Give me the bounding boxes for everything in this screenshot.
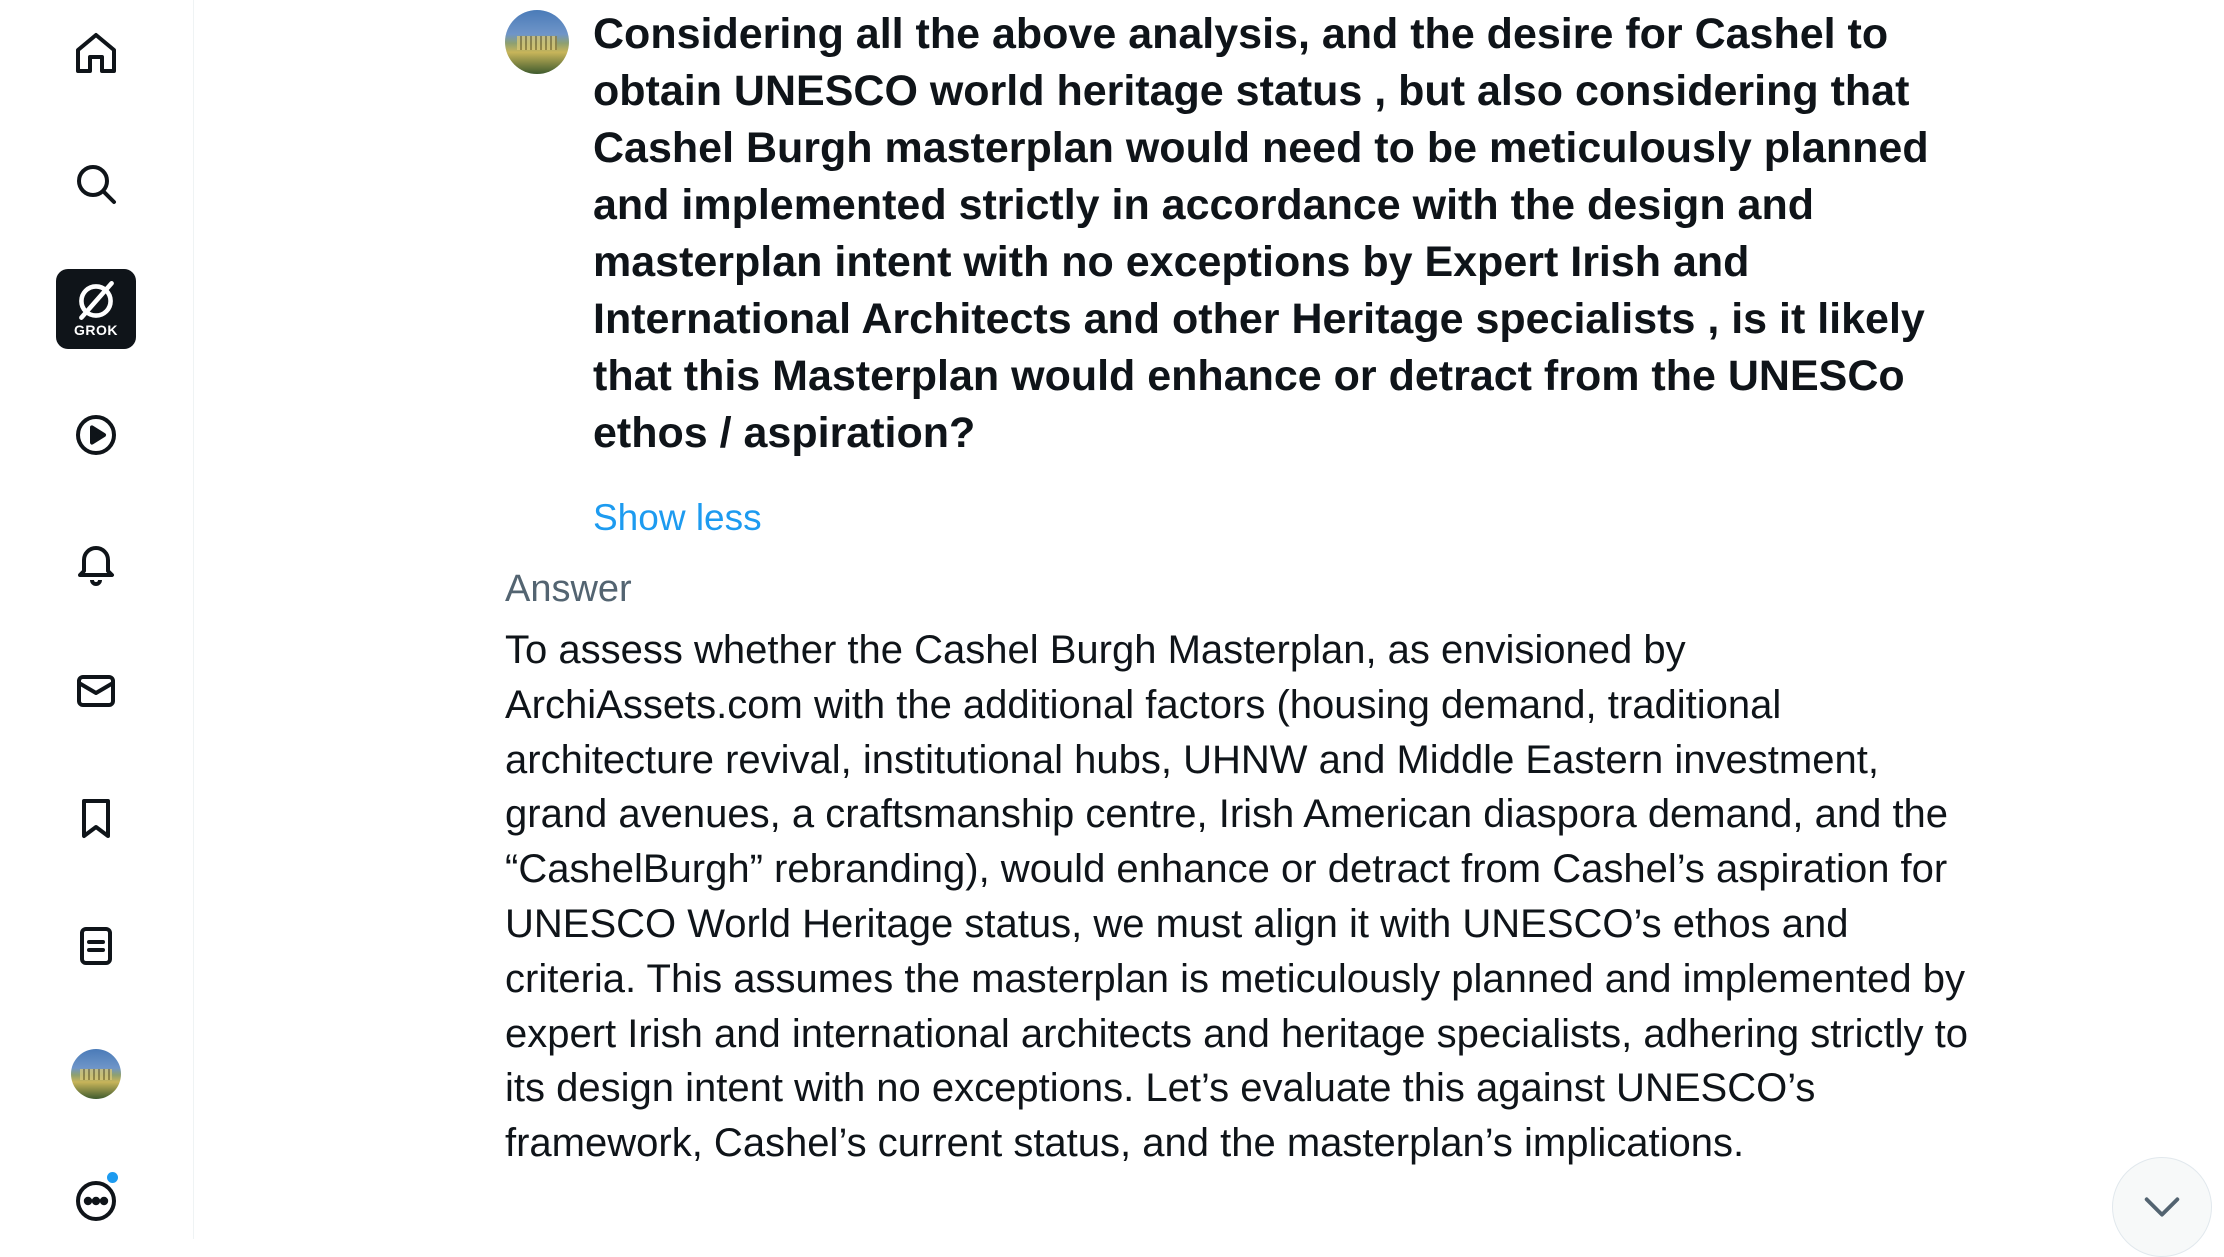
nav-bookmarks[interactable] xyxy=(55,777,137,859)
chevron-down-icon xyxy=(2139,1184,2185,1230)
nav-home[interactable] xyxy=(55,12,137,94)
nav-messages[interactable] xyxy=(55,650,137,732)
nav-video[interactable] xyxy=(55,394,137,476)
document-icon xyxy=(72,922,120,970)
nav-grok[interactable] xyxy=(55,268,137,350)
more-icon xyxy=(72,1177,120,1225)
answer-label: Answer xyxy=(505,568,632,610)
grok-badge xyxy=(56,269,136,349)
nav-profile[interactable] xyxy=(55,1033,137,1115)
user-avatar[interactable] xyxy=(505,10,569,74)
grok-icon xyxy=(71,276,121,326)
sidebar-nav xyxy=(0,0,194,1239)
search-icon xyxy=(72,160,120,208)
nav-explore[interactable] xyxy=(55,143,137,225)
show-less-link[interactable]: Show less xyxy=(593,497,762,538)
bookmark-icon xyxy=(72,794,120,842)
question-text: Considering all the above analysis, and the desire for Cashel to obtain UNESCO world heritage status , but also considering that Cashel Burgh masterplan would need to be meticulously planned and implemented strictly in accordance with the design and masterplan intent with no exceptions by Expert Irish and International Architects and other Heritage specialists , is it likely that this Masterplan would enhance or detract from the UNESCo ethos / aspiration? xyxy=(593,10,1929,457)
avatar xyxy=(71,1049,121,1099)
grok-label: GROK xyxy=(74,322,118,338)
nav-lists[interactable] xyxy=(55,905,137,987)
nav-notifications[interactable] xyxy=(55,522,137,604)
bell-icon xyxy=(72,539,120,587)
answer-text: To assess whether the Cashel Burgh Masterplan, as envisioned by ArchiAssets.com with the additional factors (housing demand, traditional architecture revival, institutional hubs, UHNW and Middle Eastern investment, grand avenues, a craftsmanship centre, Irish American diaspora demand, and the “CashelBurgh” rebranding), would enhance or detract from Cashel’s aspiration for UNESCO World Heritage status, we must align it with UNESCO’s ethos and criteria. This assumes the masterplan is meticulously planned and implemented by expert Irish and international architects and heritage specialists, adhering strictly to its design intent with no exceptions. Let’s evaluate this against UNESCO’s framework, Cashel’s current status, and the masterplan’s implications. xyxy=(505,628,1968,1166)
scroll-down-button[interactable] xyxy=(2112,1157,2212,1257)
mail-icon xyxy=(72,667,120,715)
notification-dot xyxy=(107,1172,118,1183)
nav-more[interactable] xyxy=(55,1160,137,1242)
home-icon xyxy=(72,29,120,77)
play-icon xyxy=(72,411,120,459)
